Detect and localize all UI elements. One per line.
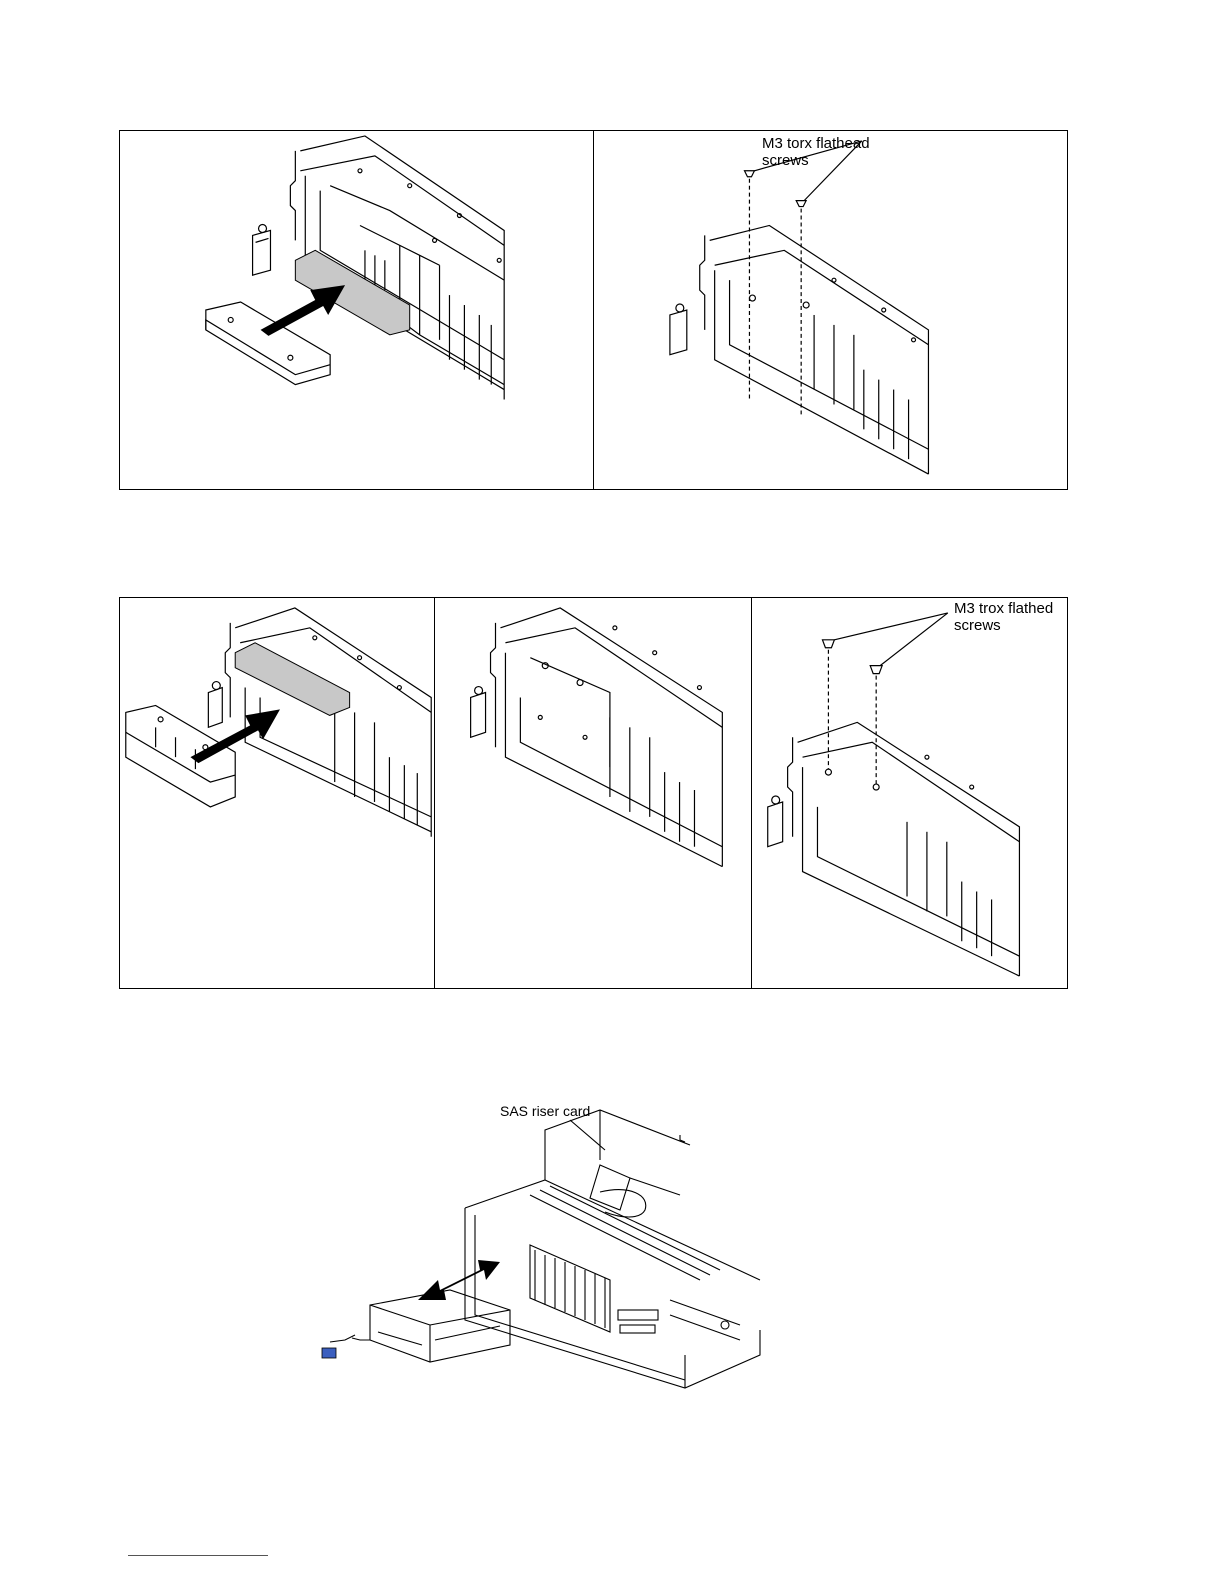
figure-2-panel-installed bbox=[435, 598, 751, 988]
chassis-bracket-insert-illustration bbox=[120, 131, 593, 489]
figure-3 bbox=[300, 1100, 780, 1400]
insert-arrow bbox=[261, 285, 346, 336]
sas-riser-card-label: SAS riser card bbox=[500, 1103, 591, 1119]
sas-riser-drive-illustration bbox=[300, 1100, 780, 1400]
bracket-screws-illustration bbox=[752, 598, 1068, 988]
bracket-installed-illustration bbox=[435, 598, 751, 988]
screws-callout-label: M3 trox flathed screws bbox=[954, 600, 1054, 634]
figure-2-panel-screws bbox=[752, 598, 1068, 988]
slide-double-arrow bbox=[418, 1260, 500, 1300]
chassis-bracket-screws-illustration bbox=[594, 131, 1068, 489]
screws-callout-label: M3 torx flathead screws bbox=[762, 135, 870, 169]
bracket-insert-illustration bbox=[120, 598, 434, 988]
figure-2-panel-insert bbox=[120, 598, 434, 988]
figure-1-panel-insert bbox=[120, 131, 593, 489]
footer-rule bbox=[128, 1555, 268, 1556]
figure-2-frame bbox=[119, 597, 1068, 989]
figure-1-frame bbox=[119, 130, 1068, 490]
drive-cable-tab bbox=[322, 1348, 336, 1358]
figure-1-panel-screws bbox=[594, 131, 1068, 489]
